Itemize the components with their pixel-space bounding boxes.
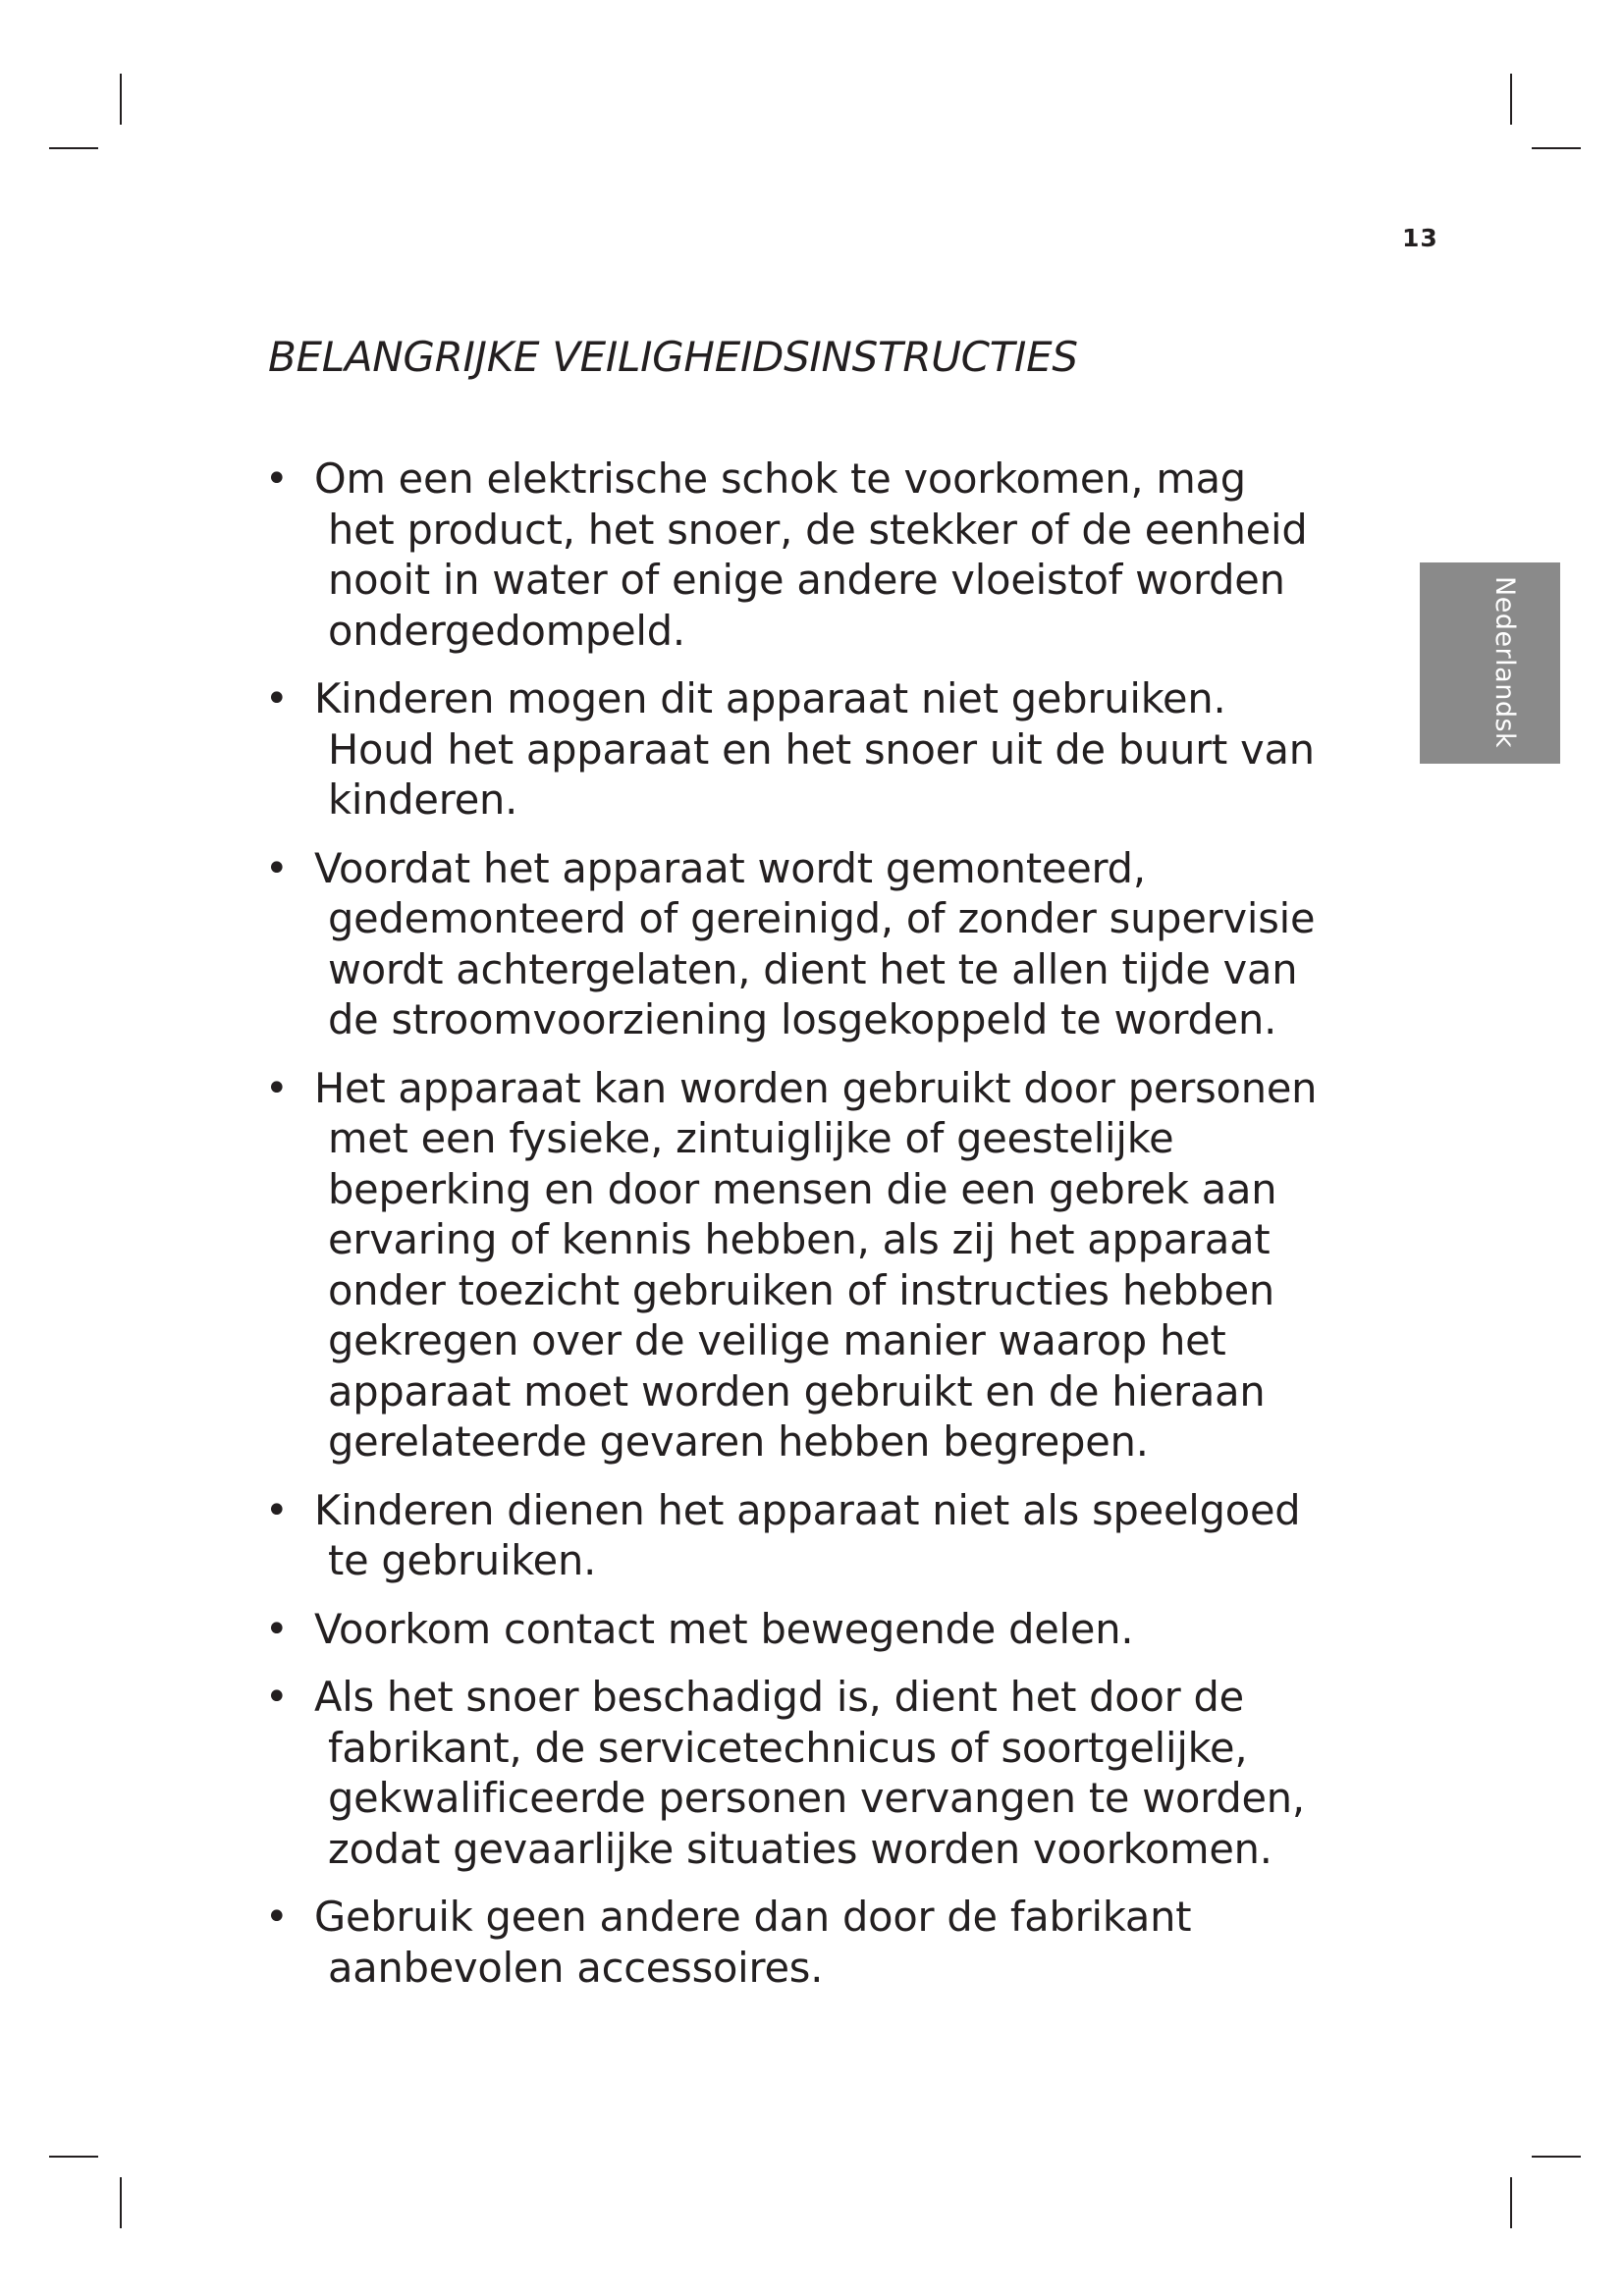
instruction-line: Het apparaat kan worden gebruikt door personen: [314, 1063, 1318, 1112]
instruction-line: aanbevolen accessoires.: [328, 1943, 824, 1992]
bullet-icon: •: [265, 1895, 289, 1940]
instruction-line: gekwalificeerde personen vervangen te worden,: [328, 1774, 1305, 1822]
crop-mark-top-right-horizontal: [1532, 147, 1581, 149]
instruction-line: het product, het snoer, de stekker of de eenheid: [328, 505, 1308, 554]
crop-mark-bottom-left-horizontal: [49, 2156, 98, 2158]
instruction-line: Als het snoer beschadigd is, dient het door de: [314, 1673, 1244, 1721]
instruction-line: nooit in water of enige andere vloeistof worden: [328, 556, 1285, 604]
instruction-line: kinderen.: [328, 775, 518, 824]
crop-mark-top-left-vertical: [120, 74, 122, 125]
bullet-icon: •: [265, 845, 289, 891]
instruction-item: [263, 1672, 1373, 1874]
instruction-line: beperking en door mensen die een gebrek aan: [328, 1164, 1277, 1213]
instruction-line: gekregen over de veilige manier waarop het: [328, 1316, 1226, 1364]
instruction-line: ondergedompeld.: [328, 606, 685, 655]
instruction-line: Kinderen dienen het apparaat niet als speelgoed: [314, 1485, 1301, 1534]
instruction-line: Gebruik geen andere dan door de fabrikant: [314, 1893, 1192, 1941]
instruction-item: [263, 1892, 1373, 1993]
instruction-line: ervaring of kennis hebben, als zij het apparaat: [328, 1215, 1271, 1263]
instruction-line: Om een elektrische schok te voorkomen, mag: [314, 454, 1246, 503]
instruction-line: zodat gevaarlijke situaties worden voorkomen.: [328, 1824, 1272, 1873]
instruction-item: [263, 1485, 1373, 1586]
crop-mark-bottom-right-horizontal: [1532, 2156, 1581, 2158]
bullet-icon: •: [265, 1065, 289, 1111]
crop-mark-top-left-horizontal: [49, 147, 98, 149]
safety-instruction-list: [263, 454, 1373, 2010]
crop-mark-bottom-left-vertical: [120, 2177, 122, 2228]
instruction-line: onder toezicht gebruiken of instructies hebben: [328, 1265, 1275, 1314]
instruction-item: [263, 673, 1373, 826]
instruction-line: apparaat moet worden gebruikt en de hieraan: [328, 1366, 1266, 1415]
bullet-icon: •: [265, 456, 289, 502]
instruction-line: met een fysieke, zintuiglijke of geestelijke: [328, 1114, 1174, 1162]
instruction-line: wordt achtergelaten, dient het te allen tijde van: [328, 944, 1298, 993]
language-tab-label: Nederlandsk: [1489, 576, 1520, 749]
instruction-line: de stroomvoorziening losgekoppeld te worden.: [328, 995, 1277, 1043]
instruction-line: Kinderen mogen dit apparaat niet gebruiken.: [314, 674, 1226, 722]
page-heading: BELANGRIJKE VEILIGHEIDSINSTRUCTIES: [268, 333, 1078, 381]
instruction-item: [263, 1604, 1373, 1655]
language-tab: [1420, 562, 1560, 764]
instruction-line: Houd het apparaat en het snoer uit de buurt van: [328, 724, 1315, 774]
bullet-icon: •: [265, 1606, 289, 1652]
instruction-line: gedemonteerd of gereinigd, of zonder supervisie: [328, 894, 1316, 942]
instruction-item: [263, 1063, 1373, 1468]
crop-mark-bottom-right-vertical: [1510, 2177, 1512, 2228]
instruction-item: [263, 454, 1373, 656]
instruction-line: gerelateerde gevaren hebben begrepen.: [328, 1417, 1149, 1466]
page-number: 13: [1402, 224, 1438, 252]
instruction-line: Voordat het apparaat wordt gemonteerd,: [314, 843, 1146, 892]
crop-mark-top-right-vertical: [1510, 74, 1512, 125]
instruction-item: [263, 843, 1373, 1045]
instruction-line: fabrikant, de servicetechnicus of soortgelijke,: [328, 1723, 1248, 1772]
bullet-icon: •: [265, 1487, 289, 1533]
instruction-line: te gebruiken.: [328, 1536, 597, 1584]
bullet-icon: •: [265, 676, 289, 721]
instruction-line: Voorkom contact met bewegende delen.: [314, 1604, 1134, 1653]
bullet-icon: •: [265, 1675, 289, 1720]
